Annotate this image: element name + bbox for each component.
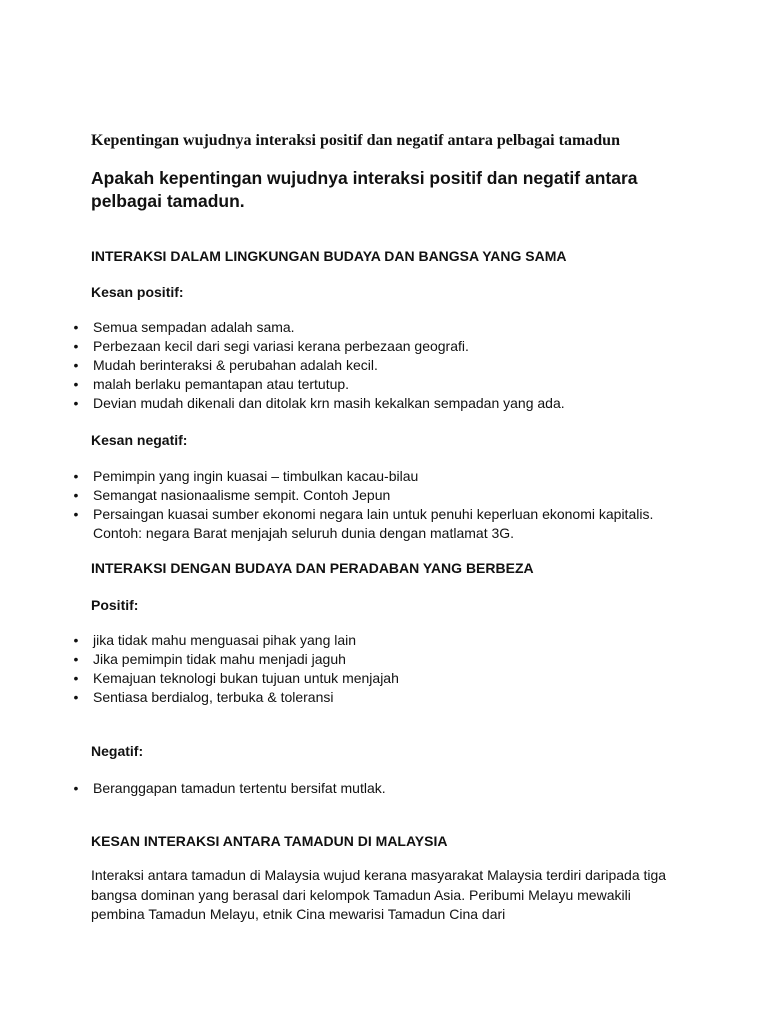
list-item [0, 356, 693, 375]
list-item [0, 375, 693, 394]
list-item-text: Semua sempadan adalah sama. [93, 319, 295, 335]
list-item-text: Semangat nasionaalisme sempit. Contoh Jepun [93, 487, 391, 503]
bullet-icon: • [73, 632, 79, 648]
negative-effects-label: Kesan negatif: [91, 432, 188, 448]
section-heading-malaysia: KESAN INTERAKSI ANTARA TAMADUN DI MALAYSIA [91, 833, 448, 849]
bullet-icon: • [73, 670, 79, 686]
list-item [0, 337, 693, 356]
bullet-icon: • [73, 651, 79, 667]
negative-effects-list [0, 467, 693, 543]
list-item [0, 486, 693, 505]
list-item [0, 688, 693, 707]
document-title: Kepentingan wujudnya interaksi positif dan negatif antara pelbagai tamadun [91, 132, 620, 149]
list-item [0, 631, 693, 650]
bullet-icon: • [73, 468, 79, 484]
question-heading: Apakah kepentingan wujudnya interaksi positif dan negatif antara pelbagai tamadun. [91, 168, 638, 211]
list-item-text: Perbezaan kecil dari segi variasi kerana perbezaan geografi. [93, 338, 469, 354]
list-item-text: Persaingan kuasai sumber ekonomi negara lain untuk penuhi keperluan ekonomi kapitalis. Contoh: negara Barat menjajah seluruh dunia dengan matlamat 3G. [93, 506, 654, 541]
bullet-icon: • [73, 780, 79, 796]
list-item-text: Mudah berinteraksi & perubahan adalah kecil. [93, 357, 378, 373]
list-item [0, 505, 663, 543]
positive-effects-list [0, 318, 693, 413]
bullet-icon: • [73, 395, 79, 411]
malaysia-paragraph: Interaksi antara tamadun di Malaysia wujud kerana masyarakat Malaysia terdiri daripada tiga bangsa dominan yang berasal dari kelompok Tamadun Asia. Peribumi Melayu mewakili pembina Tamadun Melayu, etnik Cina mewarisi Tamadun Cina dari [91, 867, 667, 922]
bullet-icon: • [73, 487, 79, 503]
bullet-icon: • [73, 689, 79, 705]
negative-list [0, 779, 693, 798]
list-item-text: jika tidak mahu menguasai pihak yang lain [93, 632, 357, 648]
list-item [0, 779, 693, 798]
negative-label: Negatif: [91, 743, 144, 759]
bullet-icon: • [73, 506, 79, 522]
list-item [0, 669, 693, 688]
list-item [0, 650, 693, 669]
positive-effects-label: Kesan positif: [91, 284, 184, 300]
list-item-text: Jika pemimpin tidak mahu menjadi jaguh [93, 651, 346, 667]
section-heading-different-culture: INTERAKSI DENGAN BUDAYA DAN PERADABAN YANG BERBEZA [91, 560, 534, 576]
list-item-text: Devian mudah dikenali dan ditolak krn masih kekalkan sempadan yang ada. [93, 395, 565, 411]
section-heading-same-culture: INTERAKSI DALAM LINGKUNGAN BUDAYA DAN BANGSA YANG SAMA [91, 248, 567, 264]
list-item [0, 467, 693, 486]
bullet-icon: • [73, 338, 79, 354]
list-item-text: Kemajuan teknologi bukan tujuan untuk menjajah [93, 670, 399, 686]
positive-label: Positif: [91, 597, 139, 613]
list-item-text: Sentiasa berdialog, terbuka & toleransi [93, 689, 334, 705]
bullet-icon: • [73, 319, 79, 335]
list-item [0, 318, 693, 337]
list-item-text: Beranggapan tamadun tertentu bersifat mutlak. [93, 780, 386, 796]
list-item-text: malah berlaku pemantapan atau tertutup. [93, 376, 350, 392]
bullet-icon: • [73, 357, 79, 373]
list-item-text: Pemimpin yang ingin kuasai – timbulkan kacau-bilau [93, 468, 419, 484]
positive-list [0, 631, 693, 707]
bullet-icon: • [73, 376, 79, 392]
list-item [0, 394, 693, 413]
